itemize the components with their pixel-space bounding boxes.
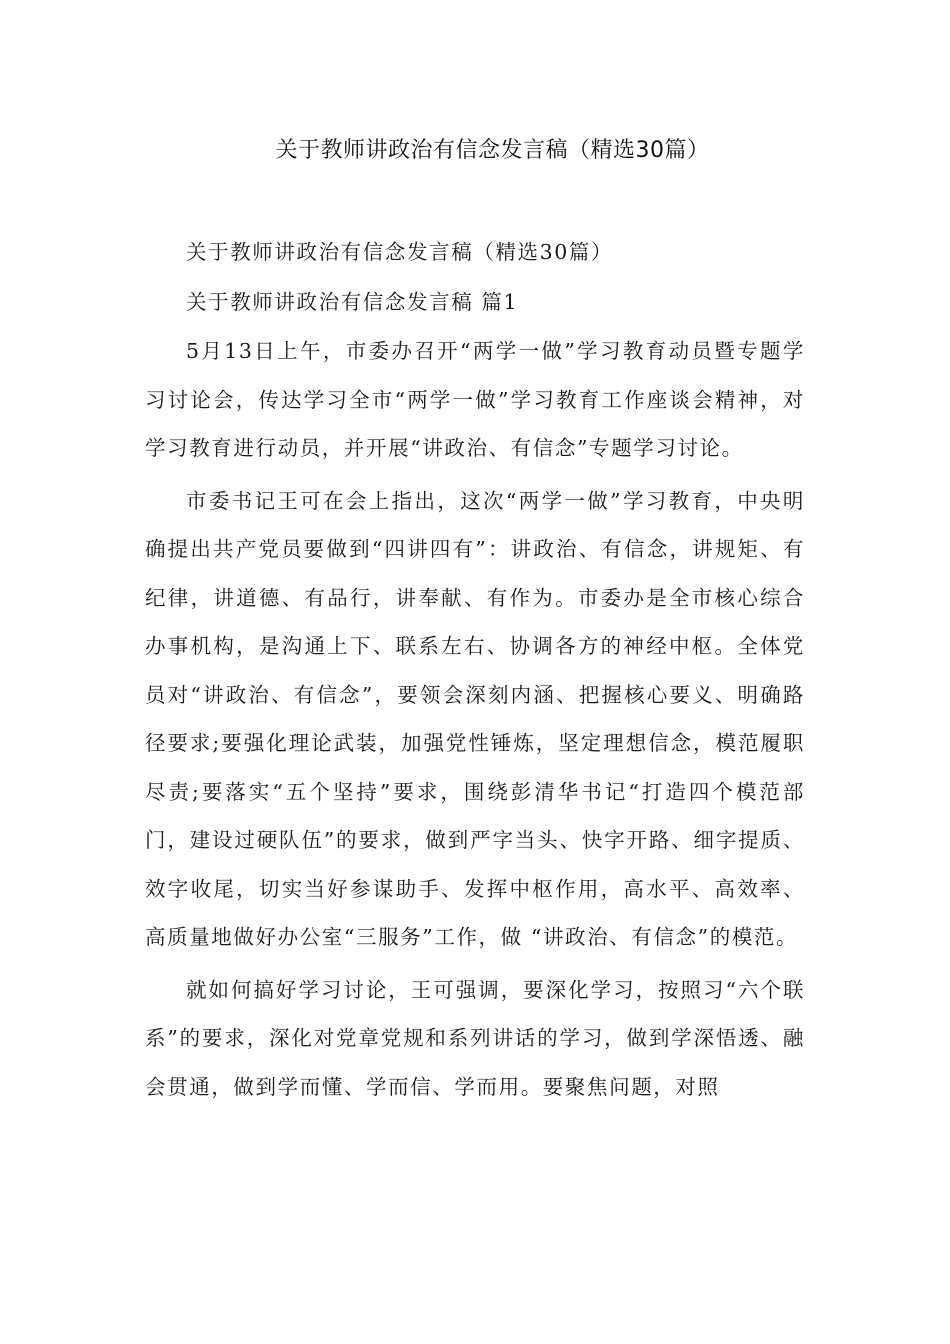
paragraph-1: 5月13日上午，市委办召开“两学一做”学习教育动员暨专题学习讨论会，传达学习全市“两学一做”学习教育工作座谈会精神，对学习教育进行动员，并开展“讲政治、有信念”专题学习讨论。 — [145, 339, 805, 460]
paragraph-2: 市委书记王可在会上指出，这次“两学一做”学习教育，中央明确提出共产党员要做到“四讲四有”：讲政治、有信念，讲规矩、有纪律，讲道德、有品行，讲奉献、有作为。市委办是全市核心综合办事机构，是沟通上下、联系左右、协调各方的神经中枢。全体党员对“讲政治、有信念”，要领会深刻内涵、把握核心要义、明确路径要求;要强化理论武装，加强党性锤炼，坚定理想信念，模范履职尽责;要落实“五个坚持”要求，围绕彭清华书记“打造四个模范部门，建设过硬队伍”的要求，做到严字当头、快字开路、细字提质、效字收尾，切实当好参谋助手、发挥中枢作用，高水平、高效率、高质量地做好办公室“三服务”工作，做 “讲政治、有信念”的模范。 — [145, 488, 805, 949]
paragraph-3: 就如何搞好学习讨论，王可强调，要深化学习，按照习“六个联系”的要求，深化对党章党规和系列讲话的学习，做到学深悟透、融会贯通，做到学而懂、学而信、学而用。要聚焦问题，对照 — [145, 977, 805, 1099]
document-title: 关于教师讲政治有信念发言稿（精选30篇） — [275, 138, 710, 163]
paragraph-subtitle: 关于教师讲政治有信念发言稿（精选30篇） — [186, 240, 614, 264]
document-body — [145, 228, 805, 1112]
paragraph-section-heading: 关于教师讲政治有信念发言稿 篇1 — [186, 289, 519, 314]
